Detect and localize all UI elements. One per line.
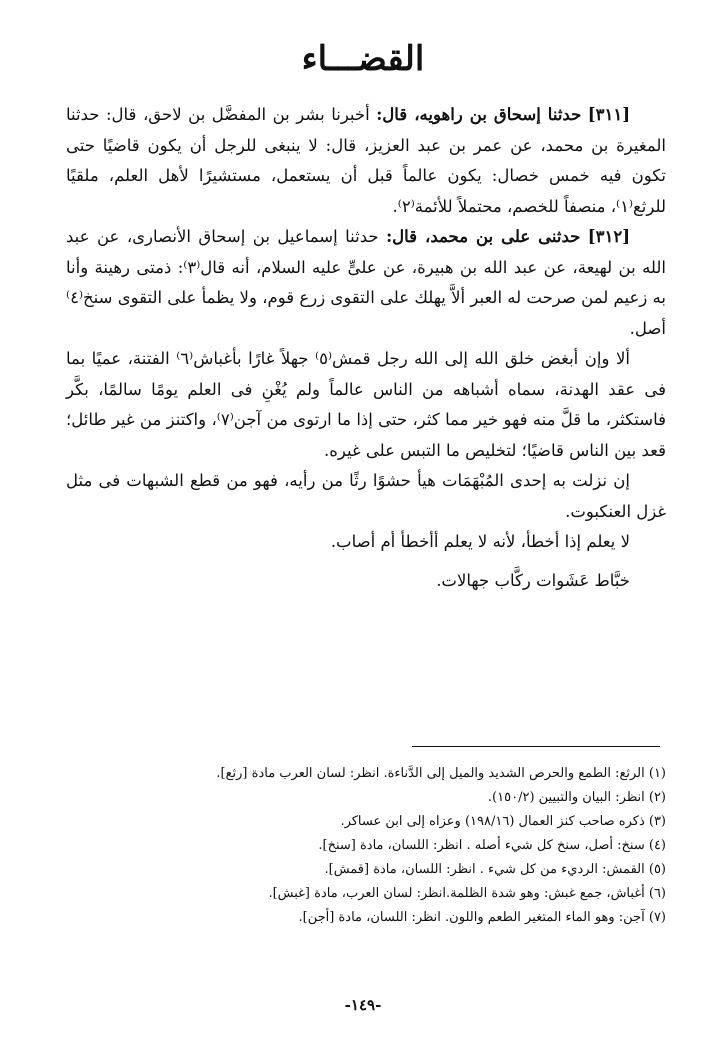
paragraph-1: ألا وإن أبغض خلق الله إلى الله رجل قمش⁽٥⁾ جهلاً غارًا بأغباش⁽٦⁾ الفتنة، عميًا بما فى عقد الهدنة، سماه أشباهه من الناس عالماً ولم يُغْنِ فى العلم يومًا سالمًا، بكَّر فاستكثر، ما قلَّ منه فهو خير مما كثر، حتى إذا ما ارتوى من آجن⁽٧⁾، واكتنز من غير طائل؛ قعد بين الناس قاضيًا؛ لتخليص ما التبس على غيره. xyxy=(66,349,666,460)
footnote-separator xyxy=(412,746,660,747)
hadith-number: [٣١١] xyxy=(587,105,631,124)
footnote: (٤) سنخ: أصل، سنخ كل شيء أصله . انظر: اللسان، مادة [سنخ]. xyxy=(318,838,666,853)
hadith-text: حدثنا إسماعيل بن إسحاق الأنصارى، عن عبد الله بن لهيعة، عن عبد الله بن هبيرة، عن علىٍّ عليه السلام، أنه قال⁽٣⁾: ذمتى رهينة وأنا به زعيم لمن صرحت له العبر ألاَّ يهلك على التقوى زرع قوم، ولا يظمأ على التقوى سنخ⁽٤⁾ أصل. xyxy=(66,227,666,338)
hadith-number: [٣١٢] xyxy=(587,227,630,246)
footnote: (٣) ذكره صاحب كنز العمال (١٩٨/١٦) وعزاه إلى ابن عساكر. xyxy=(340,814,666,829)
hadith-text: أخبرنا بشر بن المفضَّل بن لاحق، قال: حدثنا المغيرة بن محمد، عن عمر بن عبد العزيز، قال: لا ينبغى للرجل أن يكون قاضيًا حتى تكون فيه خمس خصال: يكون عالماً قبل أن يستعمل، مستشيرًا لأهل العلم، ملقيًا للرثع⁽١⁾، منصفاً للخصم، محتملاً للأئمة⁽٢⁾. xyxy=(66,105,666,216)
main-text xyxy=(66,100,666,596)
footnote: (٢) انظر: البيان والتبيين (١٥٠/٢). xyxy=(487,790,666,805)
footnote: (٧) آجن: وهو الماء المتغير الطعم واللون. انظر: اللسان، مادة [أجن]. xyxy=(298,910,666,925)
paragraph-2: إن نزلت به إحدى المُبْهَمَات هيأ حشوًا رثًا من رأيه، فهو من قطع الشبهات فى مثل غزل العنكبوت. xyxy=(66,471,666,521)
footnotes xyxy=(70,762,666,930)
paragraph-4: خبَّاط عَشَوات ركَّاب جهالات. xyxy=(436,570,630,590)
hadith-312 xyxy=(66,222,666,344)
footnote: (٥) القمش: الرديء من كل شيء . انظر: اللسان، مادة [قمش]. xyxy=(324,862,666,877)
footnote: (٦) أغباش، جمع غبش: وهو شدة الظلمة.انظر: لسان العرب، مادة [غبش]. xyxy=(268,886,666,901)
hadith-311 xyxy=(66,100,666,222)
paragraph-3: لا يعلم إذا أخطأ، لأنه لا يعلم أأخطأ أم أصاب. xyxy=(330,532,630,551)
footnote: (١) الرثع: الطمع والحرص الشديد والميل إلى الدَّناءة. انظر: لسان العرب مادة [رثع]. xyxy=(216,766,666,781)
hadith-narrator: حدثنا إسحاق بن راهويه، قال: xyxy=(376,105,582,124)
chapter-title: القضـــاء xyxy=(301,39,425,79)
hadith-narrator: حدثنى على بن محمد، قال: xyxy=(386,227,581,246)
page-number: -١٤٩- xyxy=(344,996,382,1014)
